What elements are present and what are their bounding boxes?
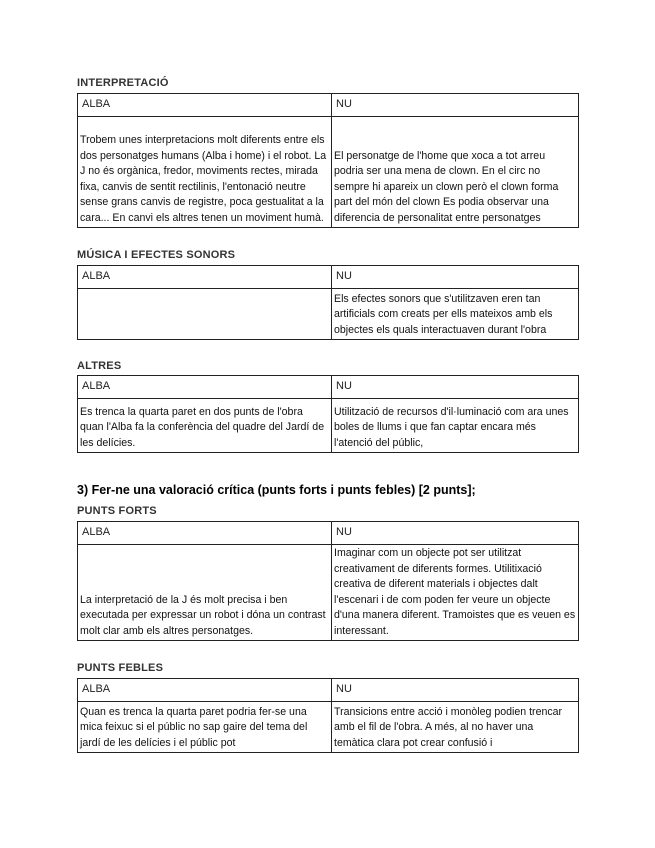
cell-alba: Trobem unes interpretacions molt diferents entre els dos personatges humans (Alba i home) i el robot. La J no és orgànica, fredor, moviments rectes, mirada fixa, canvis de sentit rectilinis, l'entonació neutre sense grans canvis de registre, poca gestualitat a la cara... En canvi els altres tenen un moviment humà. (78, 117, 332, 228)
column-header-alba: ALBA (78, 376, 332, 399)
table-punts-forts (77, 521, 579, 641)
table-header-row (78, 266, 579, 289)
table-row (78, 545, 579, 641)
cell-alba (78, 289, 332, 340)
table-punts-febles (77, 678, 579, 753)
column-header-nu: NU (332, 94, 579, 117)
column-header-nu: NU (332, 522, 579, 545)
cell-nu: Els efectes sonors que s'utilitzaven eren tan artificials com creats per ells mateixos amb els objectes els quals interactuaven durant l'obra (332, 289, 579, 340)
table-musica (77, 265, 579, 340)
table-row (78, 117, 579, 228)
section-title-musica: MÚSICA I EFECTES SONORS (77, 249, 236, 261)
column-header-alba: ALBA (78, 522, 332, 545)
cell-nu: El personatge de l'home que xoca a tot arreu podria ser una mena de clown. En el circ no sempre hi apareix un clown però el clown forma part del món del clown Es podia observar una diferencia de personalitat entre personatges (332, 117, 579, 228)
table-interpretacio (77, 93, 579, 228)
column-header-alba: ALBA (78, 266, 332, 289)
table-header-row (78, 94, 579, 117)
table-altres (77, 375, 579, 453)
question-heading: 3) Fer-ne una valoració crítica (punts forts i punts febles) [2 punts]; (77, 483, 476, 497)
section-title-punts-forts: PUNTS FORTS (77, 505, 157, 517)
column-header-nu: NU (332, 266, 579, 289)
section-title-punts-febles: PUNTS FEBLES (77, 662, 164, 674)
cell-alba: Quan es trenca la quarta paret podria fer-se una mica feixuc si el públic no sap gaire del tema del jardí de les delícies i el públic pot (78, 702, 332, 753)
cell-alba: La interpretació de la J és molt precisa i ben executada per expressar un robot i dóna un contrast molt clar amb els altres personatges. (78, 545, 332, 641)
cell-alba: Es trenca la quarta paret en dos punts de l'obra quan l'Alba fa la conferència del quadre del Jardí de les delícies. (78, 399, 332, 453)
table-header-row (78, 522, 579, 545)
cell-nu: Transicions entre acció i monòleg podien trencar amb el fil de l'obra. A més, al no haver una temàtica clara pot crear confusió i (332, 702, 579, 753)
column-header-nu: NU (332, 679, 579, 702)
column-header-alba: ALBA (78, 94, 332, 117)
table-header-row (78, 679, 579, 702)
table-row (78, 702, 579, 753)
cell-nu: Utilització de recursos d'il·luminació com ara unes boles de llums i que fan captar encara més l'atenció del públic, (332, 399, 579, 453)
column-header-nu: NU (332, 376, 579, 399)
section-title-interpretacio: INTERPRETACIÓ (77, 77, 169, 89)
cell-nu: Imaginar com un objecte pot ser utilitzat creativament de diferents formes. Utilitixació creativa de diferent materials i objectes dalt l'escenari i de com poden fer veure un objecte d'una manera diferent. Tramoistes que es veuen es interessant. (332, 545, 579, 641)
table-row (78, 289, 579, 340)
table-row (78, 399, 579, 453)
table-header-row (78, 376, 579, 399)
section-title-altres: ALTRES (77, 360, 122, 372)
column-header-alba: ALBA (78, 679, 332, 702)
